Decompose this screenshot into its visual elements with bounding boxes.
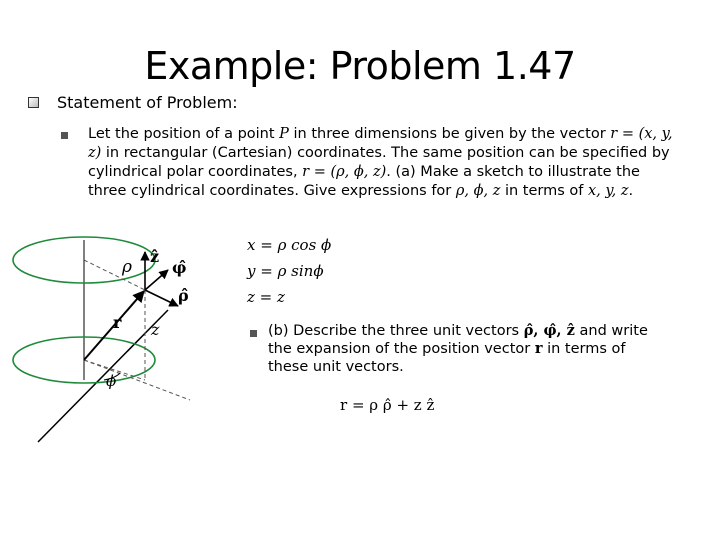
rho-label: ρ — [122, 257, 132, 277]
statement-text: in rectangular (Cartesian) coordinates. The same position can be specified by cylindrical polar coordinates, — [88, 145, 670, 180]
slide-title: Example: Problem 1.47 — [144, 44, 576, 88]
square-bullet-icon — [250, 330, 257, 337]
statement-text: in terms of — [500, 183, 588, 199]
equation-y: y = ρ sinϕ — [247, 262, 324, 280]
unit-vectors: ρ̂, φ̂, ẑ — [523, 322, 575, 339]
statement-text: . — [628, 183, 634, 199]
point-p: P — [279, 126, 289, 142]
statement-text: in three dimensions be given by the vector — [288, 126, 611, 142]
expansion-formula: r = ρ ρ̂ + z ẑ — [340, 396, 435, 414]
statement-text: Let the position of a point — [88, 126, 280, 142]
part-b-text — [268, 322, 668, 376]
cylindrical-vector: r = (ρ, ϕ, z) — [302, 164, 387, 180]
part-b-sentence: in terms of these unit vectors. — [268, 341, 626, 375]
equation-x: x = ρ cos ϕ — [247, 236, 332, 254]
rho-hat-arrow — [145, 290, 178, 306]
problem-statement — [88, 125, 678, 201]
r-label: r — [113, 313, 122, 332]
z-hat-label: ẑ — [150, 247, 160, 266]
cartesian-vars: x, y, z — [587, 183, 629, 199]
phi-label: ϕ — [106, 372, 117, 390]
z-label: z — [151, 320, 160, 339]
square-bullet-icon — [28, 97, 39, 108]
part-b-sentence: (b) Describe the three unit vectors — [268, 323, 524, 339]
cylindrical-coordinates-diagram — [0, 220, 240, 450]
cylindrical-vars: ρ, ϕ, z — [455, 183, 501, 199]
equation-z: z = z — [247, 288, 285, 306]
rho-hat-label: ρ̂ — [178, 286, 189, 305]
square-bullet-icon — [61, 132, 68, 139]
statement-text: . (a) Make a sketch to illustrate the three cylindrical coordinates. Give expressions for — [88, 164, 640, 199]
position-vector-r: r — [534, 340, 543, 357]
x-axis-line — [38, 310, 168, 442]
phi-hat-arrow — [145, 270, 168, 290]
phi-hat-label: φ̂ — [172, 258, 187, 277]
statement-heading: Statement of Problem: — [57, 93, 238, 112]
part-b-sentence: and write the expansion of the position vector — [268, 323, 648, 357]
cartesian-vector: r = (x, y, z) — [88, 126, 673, 161]
